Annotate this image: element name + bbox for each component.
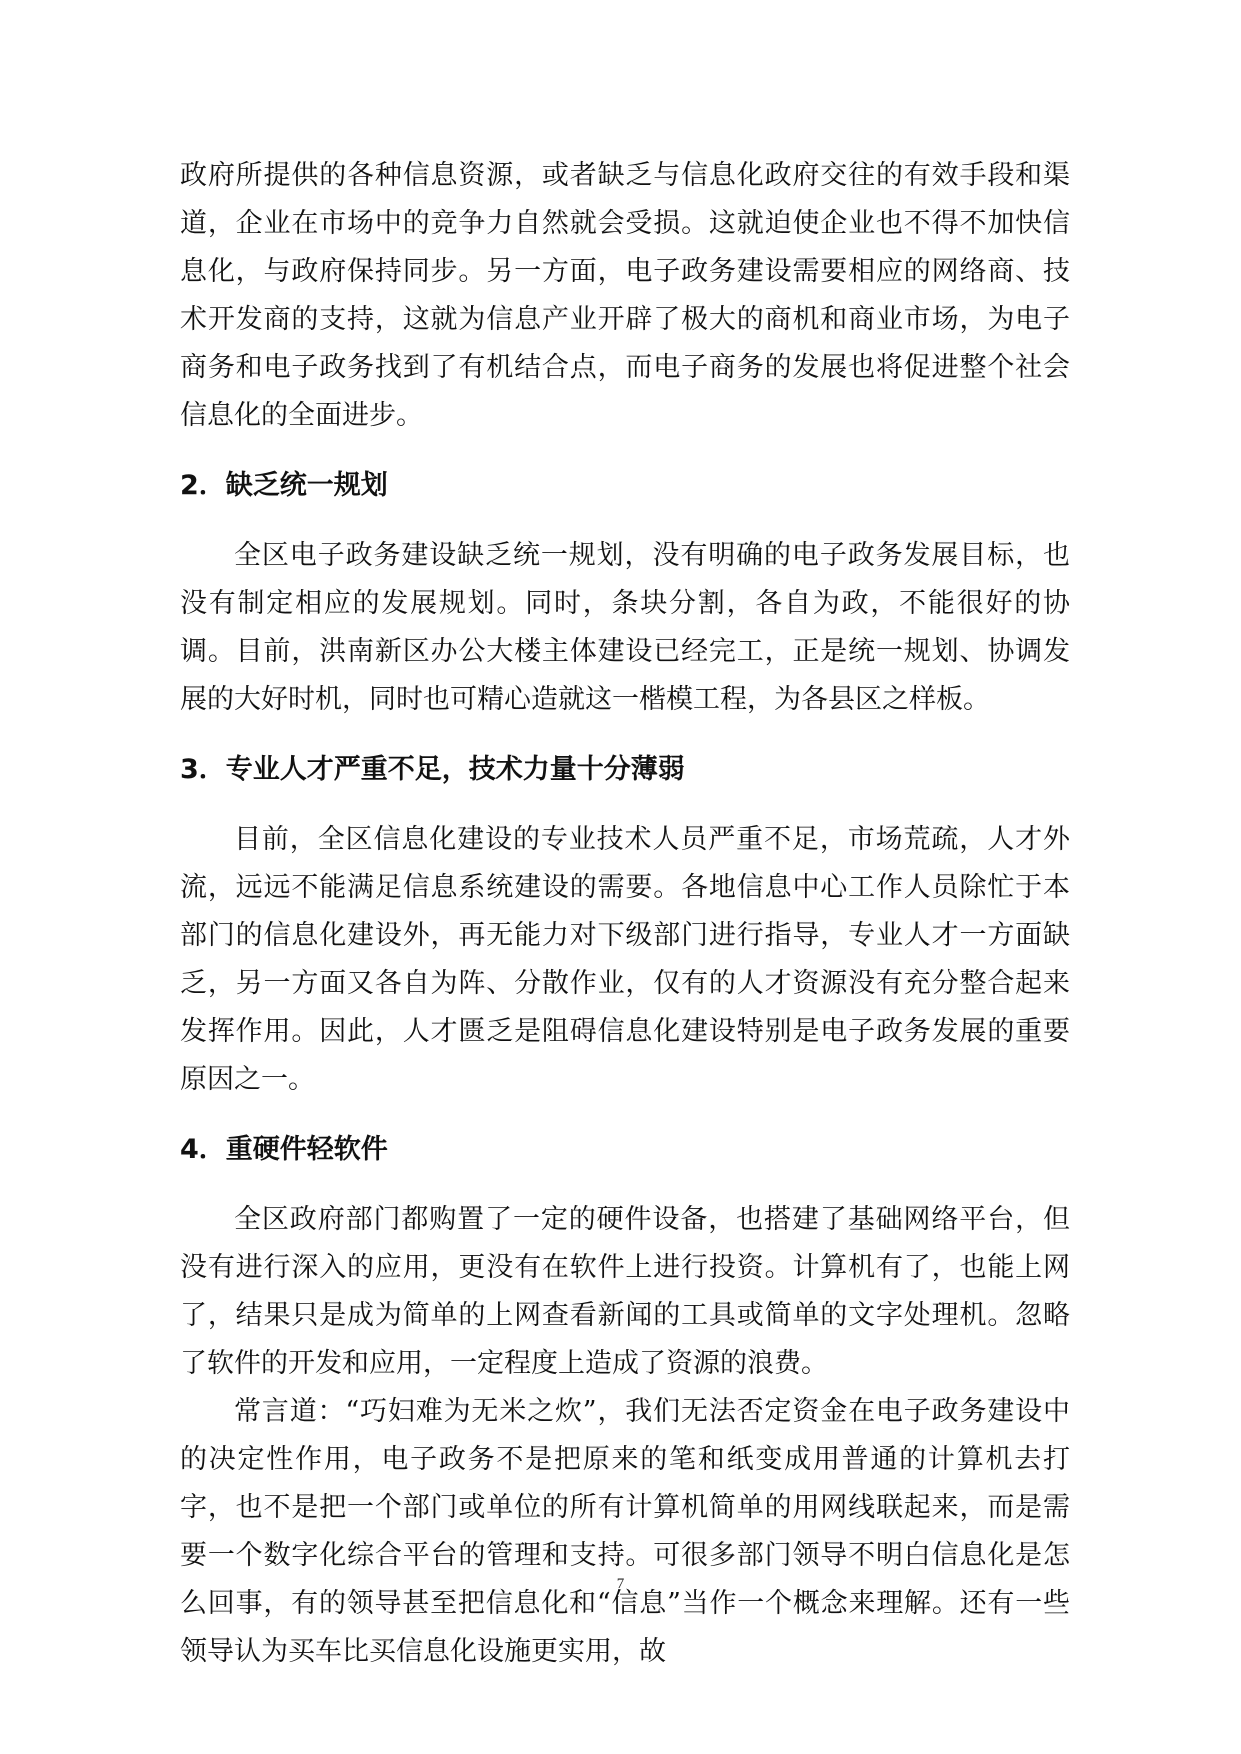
document-body [180, 152, 1070, 1676]
paragraph-section-4-a: 全区政府部门都购置了一定的硬件设备，也搭建了基础网络平台，但没有进行深入的应用，更没有在软件上进行投资。计算机有了，也能上网了，结果只是成为简单的上网查看新闻的工具或简单的文字处理机。忽略了软件的开发和应用，一定程度上造成了资源的浪费。 [180, 1204, 1070, 1379]
page-number: 7 [616, 1576, 625, 1592]
paragraph-section-2: 全区电子政务建设缺乏统一规划，没有明确的电子政务发展目标，也没有制定相应的发展规划。同时，条块分割，各自为政，不能很好的协调。目前，洪南新区办公大楼主体建设已经完工，正是统一规划、协调发展的大好时机，同时也可精心造就这一楷模工程，为各县区之样板。 [180, 540, 1070, 715]
section-heading-2: 2．缺乏统一规划 [180, 470, 388, 501]
section-heading-4: 4．重硬件轻软件 [180, 1134, 388, 1165]
paragraph-section-4-b: 常言道：“巧妇难为无米之炊”，我们无法否定资金在电子政务建设中的决定性作用，电子政务不是把原来的笔和纸变成用普通的计算机去打字，也不是把一个部门或单位的所有计算机简单的用网线联起来，而是需要一个数字化综合平台的管理和支持。可很多部门领导不明白信息化是怎么回事，有的领导甚至把信息化和“信息”当作一个概念来理解。还有一些领导认为买车比买信息化设施更实用，故 [180, 1396, 1070, 1667]
paragraph-intro: 政府所提供的各种信息资源，或者缺乏与信息化政府交往的有效手段和渠道，企业在市场中的竞争力自然就会受损。这就迫使企业也不得不加快信息化，与政府保持同步。另一方面，电子政务建设需要相应的网络商、技术开发商的支持，这就为信息产业开辟了极大的商机和商业市场，为电子商务和电子政务找到了有机结合点，而电子商务的发展也将促进整个社会信息化的全面进步。 [180, 160, 1070, 431]
paragraph-section-3: 目前，全区信息化建设的专业技术人员严重不足，市场荒疏，人才外流，远远不能满足信息系统建设的需要。各地信息中心工作人员除忙于本部门的信息化建设外，再无能力对下级部门进行指导，专业人才一方面缺乏，另一方面又各自为阵、分散作业，仅有的人才资源没有充分整合起来发挥作用。因此，人才匮乏是阻碍信息化建设特别是电子政务发展的重要原因之一。 [180, 824, 1070, 1095]
section-heading-3: 3．专业人才严重不足，技术力量十分薄弱 [180, 754, 685, 785]
